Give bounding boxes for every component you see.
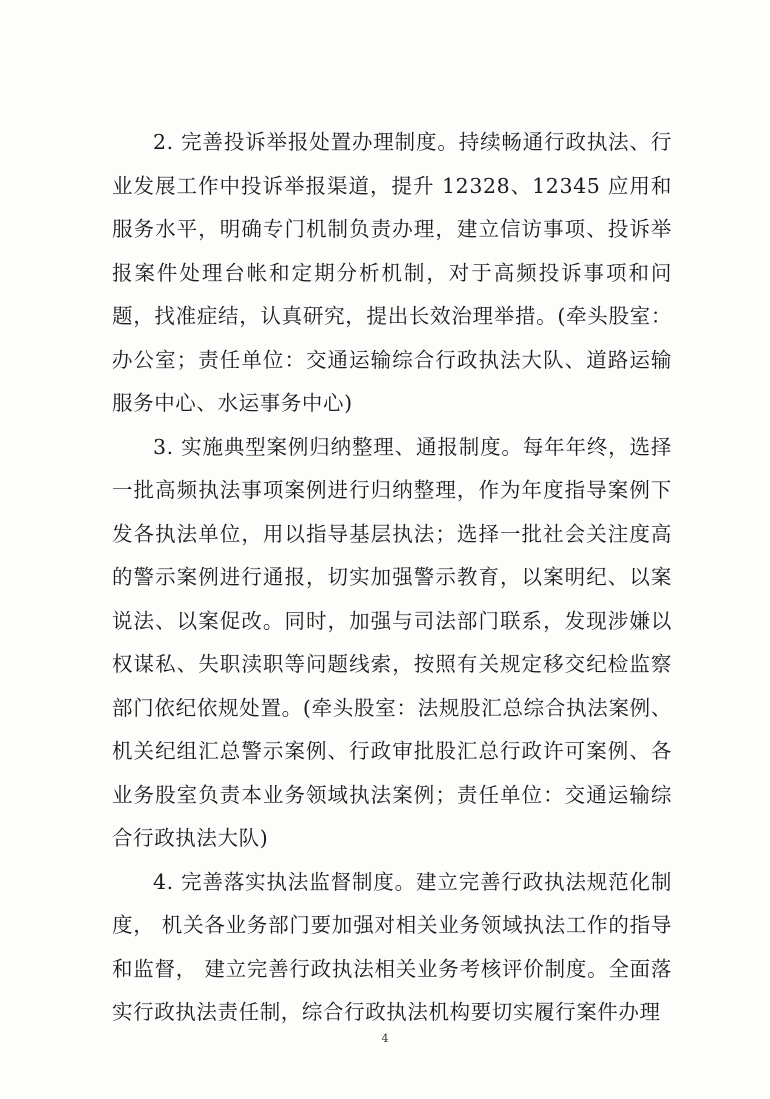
page-number: 4 (381, 1032, 389, 1045)
document-body (112, 121, 672, 1035)
paragraph-enforcement-supervision: 4. 完善落实执法监督制度。建立完善行政执法规范化制度， 机关各业务部门要加强对相关业务领域执法工作的指导和监督， 建立完善行政执法相关业务考核评价制度。全面落实行政执法责任制，综合行政执法机构要切实履行案件办理 (112, 869, 672, 1024)
paragraph-typical-cases: 3. 实施典型案例归纳整理、通报制度。每年年终，选择一批高频执法事项案例进行归纳整理，作为年度指导案例下发各执法单位，用以指导基层执法；选择一批社会关注度高的警示案例进行通报，切实加强警示教育，以案明纪、以案说法、以案促改。同时，加强与司法部门联系，发现涉嫌以权谋私、失职渎职等问题线索，按照有关规定移交纪检监察部门依纪依规处置。(牵头股室：法规股汇总综合执法案例、机关纪组汇总警示案例、行政审批股汇总行政许可案例、各业务股室负责本业务领域执法案例；责任单位：交通运输综合行政执法大队) (112, 434, 672, 850)
paragraph-complaint-handling: 2. 完善投诉举报处置办理制度。持续畅通行政执法、行业发展工作中投诉举报渠道，提升 12328、12345 应用和服务水平，明确专门机制负责办理，建立信访事项、投诉举报案件处理台帐和定期分析机制，对于高频投诉事项和问题，找准症结，认真研究，提出长效治理举措。(牵头股室：办公室；责任单位：交通运输综合行政执法大队、道路运输服务中心、水运事务中心) (112, 130, 672, 415)
